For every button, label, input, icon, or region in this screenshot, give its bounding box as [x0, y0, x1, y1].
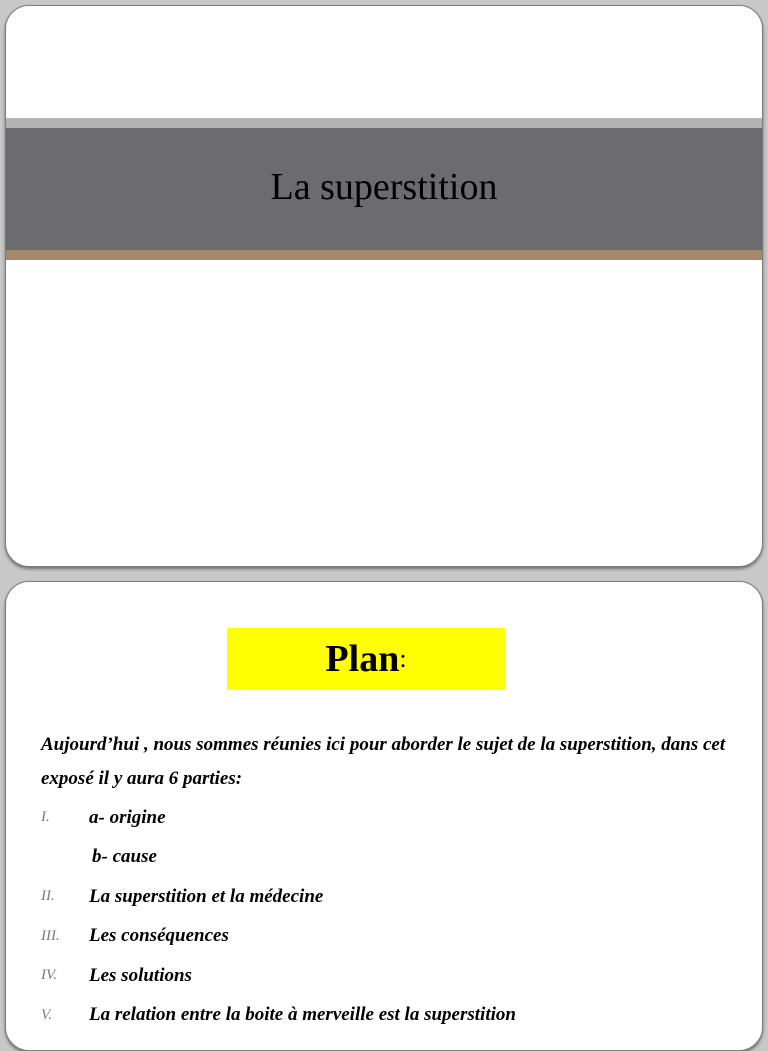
plan-item-1 [41, 798, 741, 838]
plan-item-numeral: IV. [41, 967, 57, 984]
plan-item-text: b- cause [92, 846, 157, 868]
plan-item-4 [41, 956, 741, 996]
plan-item-2 [41, 877, 741, 917]
plan-item-5 [41, 996, 741, 1036]
plan-item-text: Les conséquences [89, 925, 229, 947]
intro-paragraph: Aujourd’hui , nous sommes réunies ici pour aborder le sujet de la superstition, dans cet exposé il y aura 6 parties: [41, 734, 726, 789]
plan-item-numeral: III. [41, 927, 60, 944]
plan-item-numeral: II. [41, 888, 55, 905]
plan-item-text: a- origine [89, 806, 166, 828]
plan-list [41, 798, 741, 1035]
title-band-top-stripe [6, 118, 762, 128]
plan-heading-box [227, 628, 505, 690]
plan-item-numeral: V. [41, 1006, 52, 1023]
title-band-bottom-stripe [6, 250, 762, 260]
title-band [6, 128, 762, 250]
plan-slide [5, 581, 763, 1051]
plan-item-3 [41, 917, 741, 957]
plan-heading: Plan [325, 638, 400, 680]
title-slide [5, 5, 763, 567]
plan-item-text: La relation entre la boite à merveille est la superstition [89, 1004, 516, 1026]
plan-item-numeral: I. [41, 809, 50, 826]
plan-item-1b [41, 838, 741, 878]
slide-title: La superstition [270, 166, 498, 208]
plan-item-text: Les solutions [89, 964, 192, 986]
plan-heading-colon: : [399, 644, 407, 673]
plan-item-text: La superstition et la médecine [89, 885, 324, 907]
